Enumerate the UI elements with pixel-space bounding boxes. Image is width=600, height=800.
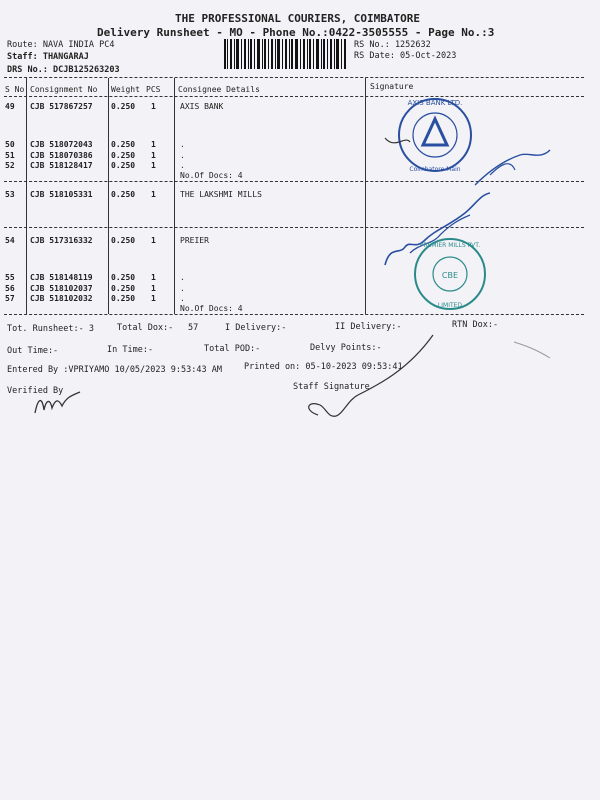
column-header-pcs: PCS [146,85,161,94]
total-pod: Total POD:- [204,344,261,354]
row-weight: 0.250 [111,284,136,293]
verified-signature [30,388,90,418]
barcode [224,39,348,69]
company-title: THE PROFESSIONAL COURIERS, COIMBATORE [175,12,421,25]
staff-label: Staff: THANGARAJ [7,52,89,62]
row-sno: 54 [5,236,15,245]
printed-on: Printed on: 05-10-2023 09:53:41 [244,362,403,372]
row-sno: 52 [5,161,15,170]
column-divider [108,78,109,314]
row-pcs: 1 [151,284,156,293]
svg-text:PREMIER MILLS PVT.: PREMIER MILLS PVT. [419,242,481,249]
row-consignee: PREIER [180,236,209,245]
row-consignment: CJB 518128417 [30,161,93,170]
table-top-rule [4,77,584,78]
row-consignee: . [180,284,185,293]
row-weight: 0.250 [111,161,136,170]
table-header-rule [4,96,584,97]
row-consignment: CJB 517316332 [30,236,93,245]
row-consignee: . [180,161,185,170]
row-sno: 57 [5,294,15,303]
column-header-weight: Weight [111,85,140,94]
table-bottom-rule [4,314,584,315]
delvy-points: Delvy Points:- [310,343,382,353]
row-sno: 49 [5,102,15,111]
row-sno: 51 [5,151,15,160]
column-divider [174,78,175,314]
runsheet-subtitle: Delivery Runsheet - MO - Phone No.:0422-3505555 - Page No.:3 [97,26,495,39]
rs-date: RS Date: 05-Oct-2023 [354,51,457,61]
row-weight: 0.250 [111,140,136,149]
column-header-signature: Signature [370,82,414,91]
row-consignment: CJB 518072043 [30,140,93,149]
column-divider [365,78,366,314]
row-consignment: CJB 518148119 [30,273,93,282]
staff-signature-label: Staff Signature [293,382,370,392]
row-sno: 56 [5,284,15,293]
row-weight: 0.250 [111,190,136,199]
handwritten-signature [380,130,560,190]
svg-text:AXIS BANK LTD.: AXIS BANK LTD. [407,99,463,107]
svg-text:Coimbatore Main: Coimbatore Main [409,166,461,173]
rtn-dox: RTN Dox:- [452,320,499,330]
route-label: Route: NAVA INDIA PC4 [7,40,115,50]
tot-runsheet: Tot. Runsheet:- 3 [7,324,94,334]
row-pcs: 1 [151,151,156,160]
row-consignment: CJB 517867257 [30,102,93,111]
row-weight: 0.250 [111,102,136,111]
column-header-consignment: Consignment No [30,85,98,94]
docs-count: No.Of Docs: 4 [180,171,243,180]
row-weight: 0.250 [111,273,136,282]
docs-count: No.Of Docs: 4 [180,304,243,313]
row-pcs: 1 [151,294,156,303]
row-consignee: . [180,151,185,160]
i-delivery: I Delivery:- [225,323,287,333]
row-sno: 50 [5,140,15,149]
row-consignee: . [180,140,185,149]
row-consignee: . [180,273,185,282]
drs-number: DRS No.: DCJB125263203 [7,65,120,75]
out-time: Out Time:- [7,346,59,356]
row-sno: 55 [5,273,15,282]
row-pcs: 1 [151,161,156,170]
row-consignee: THE LAKSHMI MILLS [180,190,262,199]
row-sno: 53 [5,190,15,199]
margin-mark [512,340,552,360]
row-consignee: AXIS BANK [180,102,224,111]
row-pcs: 1 [151,273,156,282]
staff-signature [298,330,443,430]
svg-text:CBE: CBE [441,271,459,280]
total-dox-value: 57 [188,323,199,333]
row-pcs: 1 [151,102,156,111]
row-pcs: 1 [151,190,156,199]
row-consignee: . [180,294,185,303]
row-consignment: CJB 518105331 [30,190,93,199]
row-pcs: 1 [151,236,156,245]
entered-by: Entered By :VPRIYAMO 10/05/2023 9:53:43 AM [7,365,222,375]
row-consignment: CJB 518102037 [30,284,93,293]
in-time: In Time:- [107,345,154,355]
rs-number: RS No.: 1252632 [354,40,431,50]
column-divider [26,78,27,314]
row-consignment: CJB 518102032 [30,294,93,303]
ii-delivery: II Delivery:- [335,322,402,332]
column-header-sno: S No [5,85,25,94]
row-weight: 0.250 [111,294,136,303]
row-weight: 0.250 [111,236,136,245]
row-consignment: CJB 518070386 [30,151,93,160]
verified-by: Verified By [7,386,64,396]
total-dox-label: Total Dox:- [117,323,174,333]
row-pcs: 1 [151,140,156,149]
svg-text:LIMITED: LIMITED [437,302,463,309]
column-header-consignee: Consignee Details [178,85,260,94]
premier-mills-stamp [412,236,488,312]
row-weight: 0.250 [111,151,136,160]
